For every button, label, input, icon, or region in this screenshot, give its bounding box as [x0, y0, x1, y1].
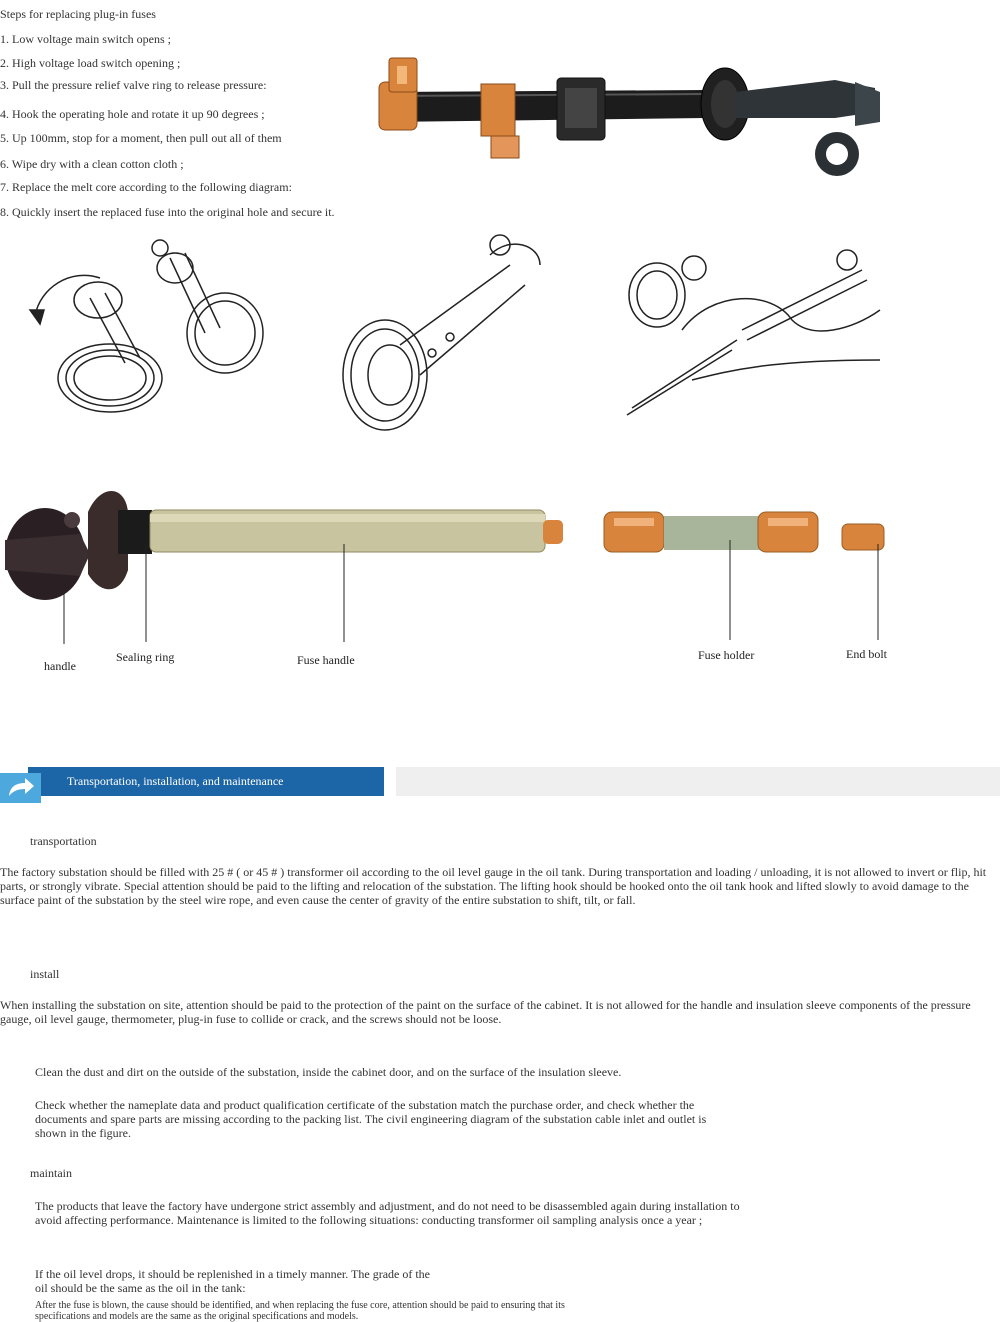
- forward-arrow-icon: [0, 773, 41, 803]
- section-banner: [0, 767, 1000, 803]
- fuse-handling-diagram: [622, 240, 882, 420]
- fuse-insert-diagram: [340, 225, 550, 435]
- banner-title: Transportation, installation, and maintenance: [67, 774, 284, 788]
- install-clean: Clean the dust and dirt on the outside of the substation, inside the cabinet door, and on the surface of the insulation sleeve.: [35, 1065, 622, 1079]
- banner-bar: [28, 767, 384, 796]
- part-label-sealing-ring: Sealing ring: [116, 650, 175, 664]
- part-label-end-bolt: End bolt: [846, 647, 887, 661]
- transportation-body: The factory substation should be filled with 25 # ( or 45 # ) transformer oil according to the oil level gauge in the oil tank. During transportation and loading / unloading, it is not allowed to invert or flip, hit parts, or strongly vibrate. Special attention should be paid to the lifting and relocation of the substation. The lifting hook should be hooked onto the oil tank hook and lifted slowly to avoid damage to the surface paint of the substation by the steel wire rope, and even cause the center of gravity of the entire substation to shift, tilt, or fall.: [0, 865, 987, 907]
- install-body: When installing the substation on site, attention should be paid to the protection of the paint on the surface of the cabinet. It is not allowed for the handle and insulation sleeve components of the pressure gauge, oil level gauge, thermometer, plug-in fuse to collide or crack, and the screws should not be loose.: [0, 998, 971, 1026]
- fuse-parts-photo: [0, 484, 890, 604]
- step-item: 1. Low voltage main switch opens ;: [0, 32, 171, 46]
- transportation-heading: transportation: [30, 834, 97, 848]
- plug-in-fuse-photo: [375, 52, 885, 180]
- step-item: 8. Quickly insert the replaced fuse into the original hole and secure it.: [0, 205, 335, 219]
- step-item: 4. Hook the operating hole and rotate it up 90 degrees ;: [0, 107, 265, 121]
- maintain-oil: If the oil level drops, it should be replenished in a timely manner. The grade of the oil should be the same as the oil in the tank:: [35, 1267, 431, 1295]
- step-item: 5. Up 100mm, stop for a moment, then pull out all of them: [0, 131, 282, 145]
- steps-title: Steps for replacing plug-in fuses: [0, 7, 156, 21]
- maintain-fuse: After the fuse is blown, the cause should be identified, and when replacing the fuse core, attention should be paid to ensuring that its specifications and models are the same as the original specifications and models.: [35, 1300, 565, 1322]
- install-check: Check whether the nameplate data and product qualification certificate of the substation match the purchase order, and check whether the documents and spare parts are missing according to the packing list. The civil engineering diagram of the substation cable inlet and outlet is shown in the figure.: [35, 1098, 707, 1140]
- fuse-rotate-diagram: [30, 238, 270, 418]
- maintain-body: The products that leave the factory have undergone strict assembly and adjustment, and do not need to be disassembled again during installation to avoid affecting performance. Maintenance is limited to the following situations: conducting transformer oil sampling analysis once a year ;: [35, 1199, 740, 1227]
- step-item: 7. Replace the melt core according to the following diagram:: [0, 180, 292, 194]
- part-label-fuse-holder: Fuse holder: [698, 648, 755, 662]
- step-item: 3. Pull the pressure relief valve ring to release pressure:: [0, 78, 267, 92]
- part-label-fuse-handle: Fuse handle: [297, 653, 355, 667]
- banner-rule: [396, 767, 1000, 796]
- step-item: 6. Wipe dry with a clean cotton cloth ;: [0, 157, 184, 171]
- part-label-handle: handle: [44, 659, 76, 673]
- maintain-heading: maintain: [30, 1166, 72, 1180]
- step-item: 2. High voltage load switch opening ;: [0, 56, 181, 70]
- install-heading: install: [30, 967, 60, 981]
